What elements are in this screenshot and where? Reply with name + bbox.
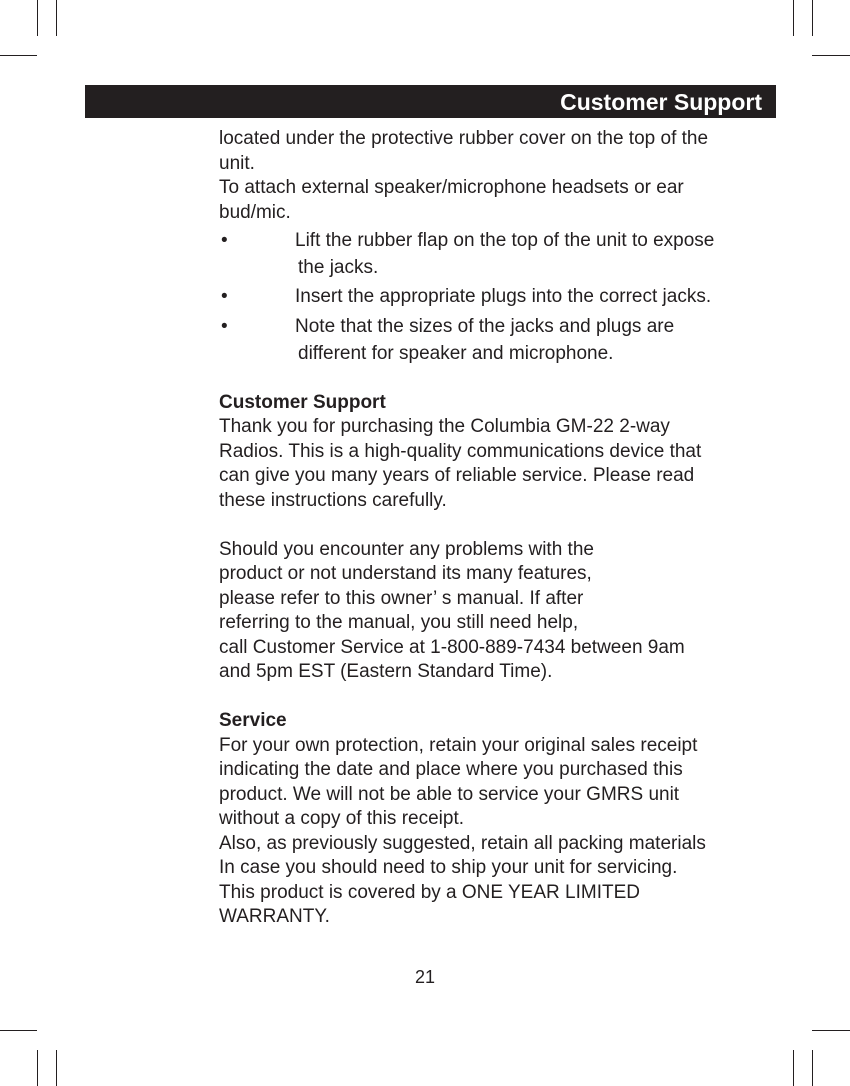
intro-line: located under the protective rubber cover on the top of the (219, 128, 709, 149)
paragraph-line: Should you encounter any problems with the (219, 538, 594, 560)
paragraph-line: without a copy of this receipt. (219, 808, 465, 829)
section-header-bar (85, 85, 776, 118)
bullet-item (219, 285, 759, 315)
bullet-text (219, 285, 759, 310)
crop-mark (37, 1050, 38, 1086)
crop-mark (812, 55, 850, 56)
page-content (219, 127, 759, 930)
crop-mark (812, 1030, 850, 1031)
page-number: 21 (414, 967, 436, 987)
crop-mark (812, 0, 813, 36)
paragraph-line: In case you should need to ship your unit for servicing. (219, 857, 678, 878)
intro-line: To attach external speaker/microphone headsets or ear (219, 177, 684, 198)
crop-mark (37, 0, 38, 36)
paragraph-line: and 5pm EST (Eastern Standard Time). (219, 661, 553, 682)
bullet-dot: • (221, 230, 228, 251)
paragraph-line: can give you many years of reliable service. Please read (219, 465, 695, 486)
crop-mark (0, 1030, 37, 1031)
crop-mark (0, 55, 37, 56)
paragraph-line: indicating the date and place where you purchased this (219, 759, 683, 780)
bullet-line: Lift the rubber flap on the top of the unit to expose (295, 230, 715, 251)
crop-mark (793, 1050, 794, 1086)
bullet-dot: • (221, 316, 228, 337)
section-heading-customer-support: Customer Support (219, 391, 386, 413)
bullet-line: the jacks. (298, 256, 379, 278)
paragraph-line: call Customer Service at 1-800-889-7434 between 9am (219, 636, 685, 658)
paragraph-line: referring to the manual, you still need help, (219, 612, 579, 633)
intro-line: unit. (219, 152, 255, 174)
bullet-line: Insert the appropriate plugs into the correct jacks. (295, 286, 712, 307)
bullet-item (219, 229, 759, 283)
crop-mark (812, 1050, 813, 1086)
section-header-title: Customer Support (560, 89, 762, 115)
section-heading-service: Service (219, 710, 287, 731)
bullet-dot: • (221, 286, 228, 307)
bullet-line: different for speaker and microphone. (298, 342, 614, 364)
bullet-text (219, 229, 759, 280)
paragraph-line: Radios. This is a high-quality communications device that (219, 440, 702, 462)
paragraph-line: For your own protection, retain your original sales receipt (219, 734, 698, 756)
paragraph-line: Thank you for purchasing the Columbia GM-22 2-way (219, 416, 670, 437)
bullet-item (219, 315, 759, 366)
paragraph-line: product. We will not be able to service your GMRS unit (219, 783, 680, 805)
paragraph-line: This product is covered by a ONE YEAR LIMITED (219, 881, 640, 903)
paragraph-line: please refer to this owner’ s manual. If after (219, 587, 584, 609)
paragraph-line: WARRANTY. (219, 906, 330, 927)
crop-mark (56, 1050, 57, 1086)
bullet-line: Note that the sizes of the jacks and plugs are (295, 316, 675, 337)
bullet-text (219, 315, 759, 366)
crop-mark (793, 0, 794, 36)
paragraph-line: Also, as previously suggested, retain all packing materials (219, 832, 706, 854)
intro-line: bud/mic. (219, 201, 291, 223)
paragraph-line: product or not understand its many features, (219, 563, 592, 584)
paragraph-line: these instructions carefully. (219, 489, 447, 511)
crop-mark (56, 0, 57, 36)
